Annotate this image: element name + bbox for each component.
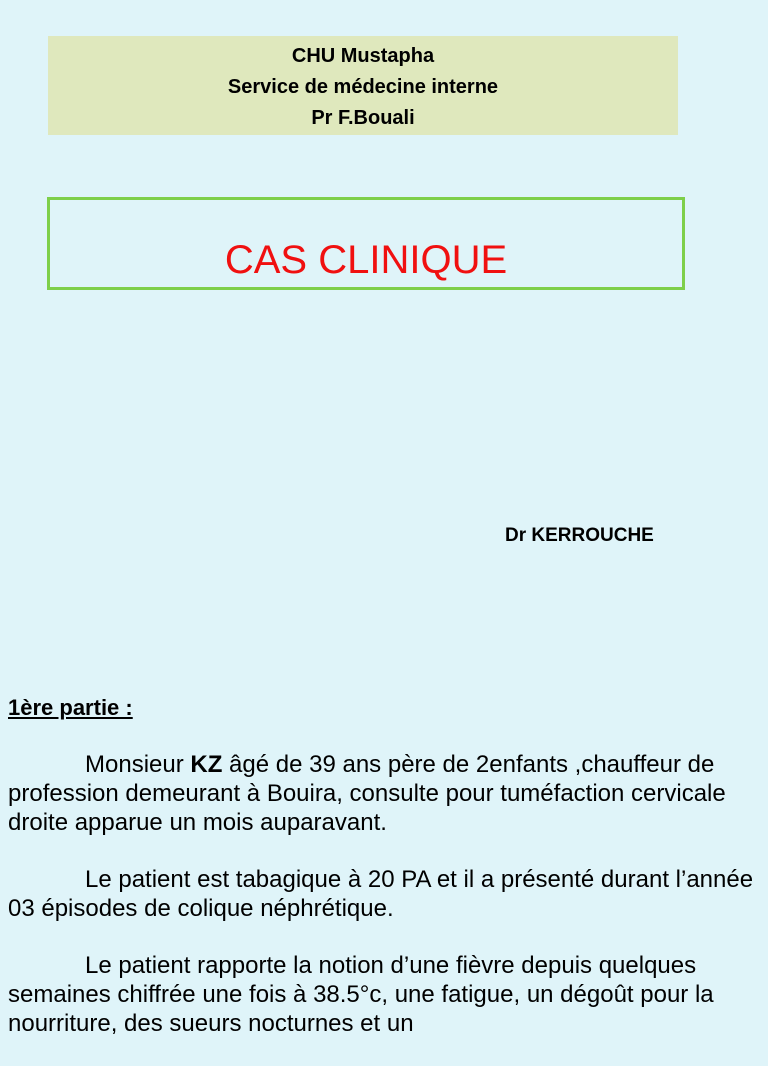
paragraph-text: Monsieur [85,751,191,778]
page-title: CAS CLINIQUE [224,238,508,282]
case-body [8,750,760,1066]
patient-initials: KZ [190,751,223,778]
professor-name: Pr F.Bouali [311,107,415,129]
author-name: Dr KERROUCHE [505,525,654,546]
paragraph-symptoms: Le patient rapporte la notion d’une fièvre depuis quelques semaines chiffrée une fois à 38.5°c, une fatigue, un dégoût pour la nourriture, des sueurs nocturnes et un [8,952,714,1037]
title-box [47,197,685,290]
section-title: 1ère partie : [8,695,133,720]
paragraph-text: âgé de 39 ans père de 2enfants ,chauffeur de profession demeurant à Bouira, consulte pour tuméfaction cervicale droite apparue un mois auparavant. [8,751,726,836]
institution-name: CHU Mustapha [291,45,435,67]
header-box [48,36,678,135]
paragraph-patient-intro [8,750,760,837]
department-name: Service de médecine interne [227,76,499,98]
paragraph-history: Le patient est tabagique à 20 PA et il a présenté durant l’année 03 épisodes de colique néphrétique. [8,866,754,922]
